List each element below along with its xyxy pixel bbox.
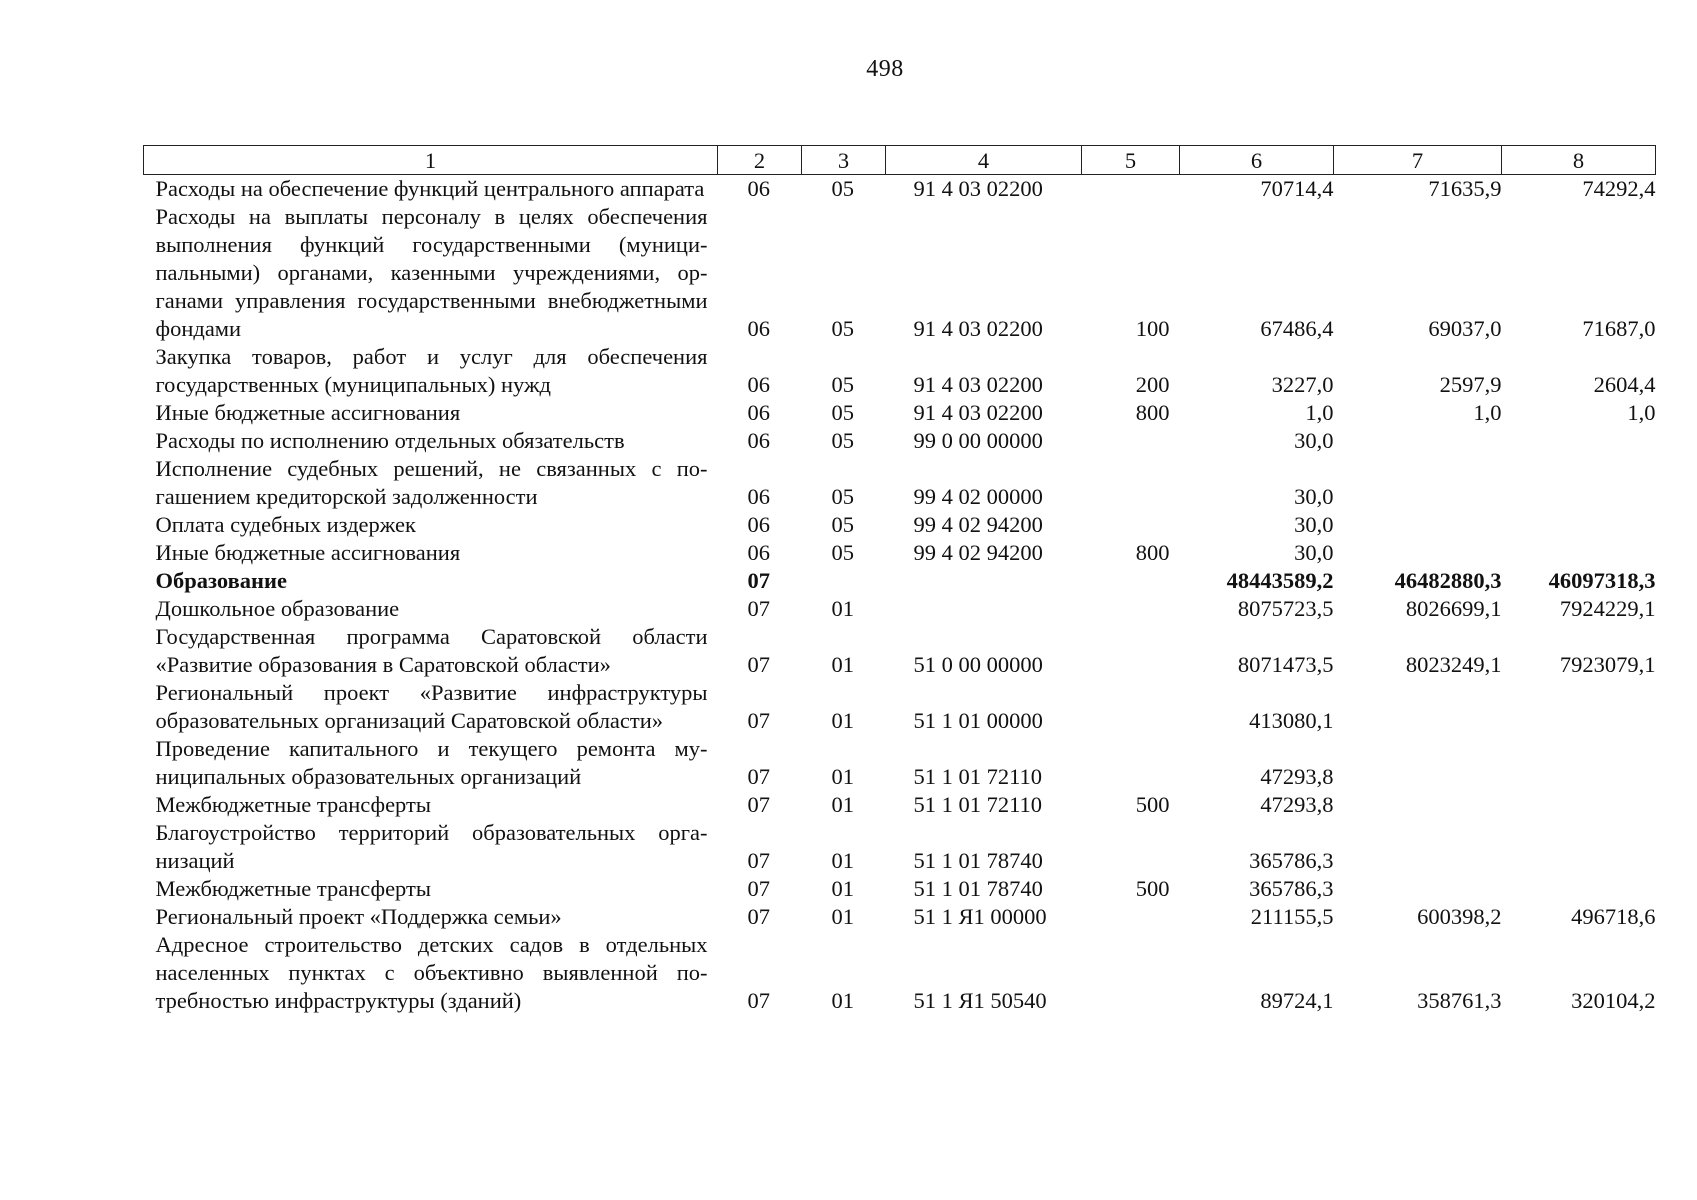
target-article-code: 51 1 Я1 00000	[913, 904, 1047, 929]
table-row	[144, 399, 1656, 427]
section-code: 06	[747, 176, 770, 201]
header-col-5: 5	[1082, 146, 1180, 175]
amount-col-6: 1,0	[1305, 400, 1334, 425]
section-code: 07	[747, 988, 770, 1013]
expense-name: Межбюджетные трансферты	[155, 792, 431, 817]
expense-type-code: 100	[1135, 316, 1170, 341]
target-article-code: 99 4 02 94200	[913, 512, 1043, 537]
amount-col-8: 2604,4	[1593, 372, 1656, 397]
expense-type-code	[1082, 175, 1180, 204]
amount-col-6: 8075723,5	[1237, 596, 1334, 621]
subsection-code: 05	[831, 176, 854, 201]
amount-col-7: 358761,3	[1417, 988, 1502, 1013]
target-article-code: 91 4 03 02200	[913, 400, 1043, 425]
expense-type-code: 200	[1135, 372, 1170, 397]
expense-name: Региональный проект «Поддержка семьи»	[155, 904, 562, 929]
header-col-2: 2	[718, 146, 802, 175]
table-row	[144, 343, 1656, 399]
table-row	[144, 875, 1656, 903]
target-article-code: 51 1 01 78740	[913, 876, 1043, 901]
section-code: 06	[747, 372, 770, 397]
amount-col-7	[1334, 735, 1502, 791]
table-header	[144, 146, 1656, 175]
section-code: 06	[747, 484, 770, 509]
header-col-7: 7	[1334, 146, 1502, 175]
amount-col-6: 30,0	[1294, 484, 1334, 509]
subsection-code: 01	[831, 904, 854, 929]
target-article-code: 51 1 01 78740	[913, 848, 1043, 873]
target-article-code: 91 4 03 02200	[913, 176, 1043, 201]
target-article-code: 51 1 01 72110	[913, 764, 1043, 789]
amount-col-8: 7924229,1	[1559, 596, 1656, 621]
subsection-code: 01	[831, 792, 854, 817]
budget-table	[143, 145, 1656, 1015]
section-code: 07	[747, 652, 770, 677]
section-code: 06	[747, 400, 770, 425]
amount-col-8: 74292,4	[1582, 176, 1656, 201]
target-article-code: 51 0 00 00000	[913, 652, 1043, 677]
header-row	[144, 146, 1656, 175]
subsection-code: 01	[831, 708, 854, 733]
subsection-code	[802, 567, 886, 595]
table-row	[144, 679, 1656, 735]
amount-col-6: 30,0	[1294, 512, 1334, 537]
amount-col-7: 8026699,1	[1405, 596, 1502, 621]
amount-col-7	[1334, 875, 1502, 903]
amount-col-6: 67486,4	[1260, 316, 1334, 341]
amount-col-6: 48443589,2	[1226, 568, 1334, 593]
expense-name: Иные бюджетные ассигнования	[155, 540, 461, 565]
target-article-code	[886, 595, 1082, 623]
section-code: 07	[747, 568, 770, 593]
expense-type-code	[1082, 595, 1180, 623]
amount-col-6: 89724,1	[1260, 988, 1334, 1013]
target-article-code: 99 4 02 94200	[913, 540, 1043, 565]
section-code: 06	[747, 428, 770, 453]
section-code: 07	[747, 904, 770, 929]
expense-name: Расходы на обеспечение функций центрального аппарата	[155, 176, 705, 201]
subsection-code: 05	[831, 540, 854, 565]
expense-name: Дошкольное образование	[155, 596, 400, 621]
table-row	[144, 511, 1656, 539]
header-col-3: 3	[802, 146, 886, 175]
amount-col-8	[1502, 791, 1656, 819]
subsection-code: 01	[831, 652, 854, 677]
amount-col-8	[1502, 819, 1656, 875]
expense-name: Региональный проект «Развитие инфраструктуры образовательных организаций Саратовской области»	[155, 680, 708, 733]
amount-col-8	[1502, 735, 1656, 791]
subsection-code: 01	[831, 876, 854, 901]
amount-col-7: 46482880,3	[1394, 568, 1502, 593]
target-article-code: 99 4 02 00000	[913, 484, 1043, 509]
subsection-code: 01	[831, 848, 854, 873]
amount-col-8: 46097318,3	[1548, 568, 1656, 593]
expense-name: Расходы на выплаты персоналу в целях обеспечения выполнения функций государственными (муниципальными) органами, казенными учреждениями, органами управления государственными внебюджетными фондами	[155, 204, 708, 341]
expense-type-code	[1082, 623, 1180, 679]
target-article-code: 51 1 01 00000	[913, 708, 1043, 733]
amount-col-7	[1334, 791, 1502, 819]
expense-type-code	[1082, 819, 1180, 875]
amount-col-8: 71687,0	[1582, 316, 1656, 341]
amount-col-8: 320104,2	[1571, 988, 1656, 1013]
amount-col-7	[1334, 455, 1502, 511]
expense-type-code	[1082, 567, 1180, 595]
amount-col-7: 1,0	[1473, 400, 1502, 425]
amount-col-6: 30,0	[1294, 540, 1334, 565]
table-row	[144, 791, 1656, 819]
expense-type-code	[1082, 903, 1180, 931]
expense-type-code: 500	[1135, 876, 1170, 901]
table-row	[144, 427, 1656, 455]
section-code: 07	[747, 764, 770, 789]
expense-name: Закупка товаров, работ и услуг для обеспечения государственных (муниципальных) нужд	[155, 344, 708, 397]
header-col-4: 4	[886, 146, 1082, 175]
amount-col-8	[1502, 539, 1656, 567]
table-row	[144, 623, 1656, 679]
subsection-code: 05	[831, 372, 854, 397]
amount-col-6: 413080,1	[1249, 708, 1334, 733]
amount-col-7: 2597,9	[1439, 372, 1502, 397]
table-row	[144, 203, 1656, 343]
expense-name: Благоустройство территорий образовательных организаций	[155, 820, 708, 873]
table-row	[144, 175, 1656, 204]
header-col-1: 1	[144, 146, 718, 175]
table-row	[144, 903, 1656, 931]
amount-col-6: 30,0	[1294, 428, 1334, 453]
target-article-code	[886, 567, 1082, 595]
amount-col-8	[1502, 679, 1656, 735]
header-col-8: 8	[1502, 146, 1656, 175]
expense-type-code	[1082, 931, 1180, 1015]
target-article-code: 91 4 03 02200	[913, 372, 1043, 397]
amount-col-7: 8023249,1	[1405, 652, 1502, 677]
amount-col-7	[1334, 679, 1502, 735]
amount-col-7: 600398,2	[1417, 904, 1502, 929]
expense-name: Образование	[155, 568, 287, 593]
amount-col-6: 365786,3	[1249, 848, 1334, 873]
table-body	[144, 175, 1656, 1016]
amount-col-7: 69037,0	[1428, 316, 1502, 341]
section-code: 06	[747, 316, 770, 341]
expense-name: Проведение капитального и текущего ремонта муниципальных образовательных организаций	[155, 736, 708, 789]
amount-col-7	[1334, 427, 1502, 455]
section-code: 07	[747, 876, 770, 901]
table-row	[144, 931, 1656, 1015]
expense-type-code: 800	[1135, 540, 1170, 565]
subsection-code: 05	[831, 316, 854, 341]
amount-col-6: 47293,8	[1260, 792, 1334, 817]
expense-name: Государственная программа Саратовской области «Развитие образования в Саратовской области»	[155, 624, 708, 677]
amount-col-6: 3227,0	[1271, 372, 1334, 397]
expense-type-code: 800	[1135, 400, 1170, 425]
header-col-6: 6	[1180, 146, 1334, 175]
expense-name: Исполнение судебных решений, не связанных с погашением кредиторской задолженности	[155, 456, 708, 509]
amount-col-8: 7923079,1	[1559, 652, 1656, 677]
expense-name: Оплата судебных издержек	[155, 512, 416, 537]
amount-col-6: 47293,8	[1260, 764, 1334, 789]
expense-name: Иные бюджетные ассигнования	[155, 400, 461, 425]
subsection-code: 05	[831, 428, 854, 453]
table-row	[144, 735, 1656, 791]
subsection-code: 05	[831, 512, 854, 537]
target-article-code: 99 0 00 00000	[913, 428, 1043, 453]
expense-type-code	[1082, 735, 1180, 791]
subsection-code: 05	[831, 400, 854, 425]
expense-name: Межбюджетные трансферты	[155, 876, 431, 901]
table-row	[144, 819, 1656, 875]
amount-col-6: 211155,5	[1250, 904, 1334, 929]
subsection-code: 05	[831, 484, 854, 509]
amount-col-6: 70714,4	[1260, 176, 1334, 201]
subsection-code: 01	[831, 596, 854, 621]
amount-col-6: 365786,3	[1249, 876, 1334, 901]
target-article-code: 91 4 03 02200	[913, 316, 1043, 341]
section-code: 06	[747, 540, 770, 565]
section-code: 07	[747, 596, 770, 621]
amount-col-8: 496718,6	[1571, 904, 1656, 929]
section-code: 07	[747, 792, 770, 817]
section-code: 07	[747, 848, 770, 873]
amount-col-8: 1,0	[1627, 400, 1656, 425]
amount-col-8	[1502, 875, 1656, 903]
subsection-code: 01	[831, 764, 854, 789]
expense-name: Адресное строительство детских садов в отдельных населенных пунктах с объективно выявленной потребностью инфраструктуры (зданий)	[155, 932, 708, 1013]
target-article-code: 51 1 01 72110	[913, 792, 1043, 817]
page-number: 498	[866, 56, 904, 82]
amount-col-7	[1334, 539, 1502, 567]
expense-type-code: 500	[1135, 792, 1170, 817]
subsection-code: 01	[831, 988, 854, 1013]
amount-col-7: 71635,9	[1428, 176, 1502, 201]
table-row	[144, 539, 1656, 567]
expense-type-code	[1082, 427, 1180, 455]
target-article-code: 51 1 Я1 50540	[913, 988, 1047, 1013]
table-row	[144, 595, 1656, 623]
amount-col-7	[1334, 511, 1502, 539]
amount-col-8	[1502, 427, 1656, 455]
expense-name: Расходы по исполнению отдельных обязательств	[155, 428, 625, 453]
amount-col-7	[1334, 819, 1502, 875]
amount-col-8	[1502, 511, 1656, 539]
amount-col-6: 8071473,5	[1237, 652, 1334, 677]
table-row	[144, 455, 1656, 511]
section-code: 07	[747, 708, 770, 733]
section-code: 06	[747, 512, 770, 537]
amount-col-8	[1502, 455, 1656, 511]
table-row	[144, 567, 1656, 595]
expense-type-code	[1082, 679, 1180, 735]
expense-type-code	[1082, 511, 1180, 539]
expense-type-code	[1082, 455, 1180, 511]
